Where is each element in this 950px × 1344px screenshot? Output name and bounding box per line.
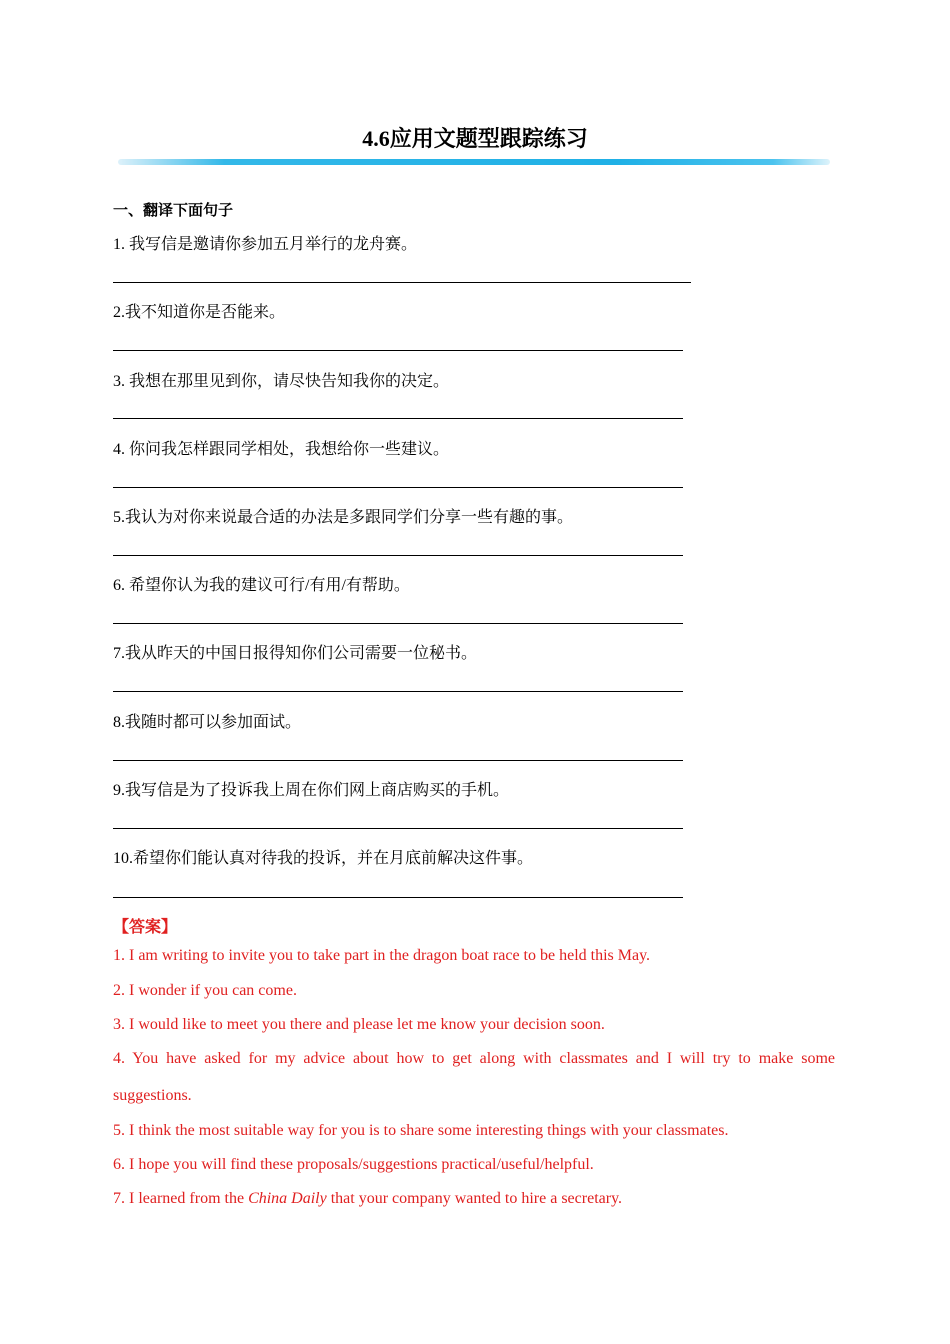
question-10: 10.希望你们能认真对待我的投诉，并在月底前解决这件事。: [113, 850, 534, 867]
question-3: 3. 我想在那里见到你，请尽快告知我你的决定。: [113, 373, 450, 390]
answer-3: 3. I would like to meet you there and please let me know your decision soon.: [113, 1016, 605, 1033]
answer-1: 1. I am writing to invite you to take part in the dragon boat race to be held this May.: [113, 947, 651, 964]
answer-5: 5. I think the most suitable way for you is to share some interesting things with your classmates.: [113, 1122, 729, 1139]
answer-blank-5[interactable]: [113, 555, 683, 556]
question-5: 5.我认为对你来说最合适的办法是多跟同学们分享一些有趣的事。: [113, 509, 574, 526]
answer-4-line-1: 4. You have asked for my advice about how to get along with classmates and I will try to make some: [113, 1050, 835, 1067]
question-2: 2.我不知道你是否能来。: [113, 304, 286, 321]
answer-7-suffix: that your company wanted to hire a secretary.: [326, 1190, 623, 1207]
answer-blank-6[interactable]: [113, 623, 683, 624]
answer-blank-2[interactable]: [113, 350, 683, 351]
question-7: 7.我从昨天的中国日报得知你们公司需要一位秘书。: [113, 645, 478, 662]
answer-7-prefix: 7. I learned from the: [113, 1190, 249, 1207]
answer-blank-1[interactable]: [113, 282, 691, 283]
answer-blank-10[interactable]: [113, 897, 683, 898]
answer-2: 2. I wonder if you can come.: [113, 982, 297, 999]
answer-blank-9[interactable]: [113, 828, 683, 829]
answer-blank-8[interactable]: [113, 760, 683, 761]
question-9: 9.我写信是为了投诉我上周在你们网上商店购买的手机。: [113, 782, 510, 799]
question-1: 1. 我写信是邀请你参加五月举行的龙舟赛。: [113, 236, 418, 253]
page-title: 4.6应用文题型跟踪练习: [362, 126, 588, 151]
answer-6: 6. I hope you will find these proposals/suggestions practical/useful/helpful.: [113, 1156, 594, 1173]
section-heading: 一、翻译下面句子: [113, 201, 234, 219]
title-underline-bar: [118, 159, 830, 165]
answer-7: [113, 1190, 622, 1208]
question-4: 4. 你问我怎样跟同学相处，我想给你一些建议。: [113, 441, 450, 458]
question-8: 8.我随时都可以参加面试。: [113, 714, 302, 731]
question-6: 6. 希望你认为我的建议可行/有用/有帮助。: [113, 577, 410, 594]
answer-blank-4[interactable]: [113, 487, 683, 488]
answer-4-line-2: suggestions.: [113, 1087, 192, 1104]
answer-blank-3[interactable]: [113, 418, 683, 419]
answer-7-newspaper-title: China Daily: [248, 1190, 327, 1207]
answer-blank-7[interactable]: [113, 691, 683, 692]
answer-heading: 【答案】: [113, 917, 178, 936]
